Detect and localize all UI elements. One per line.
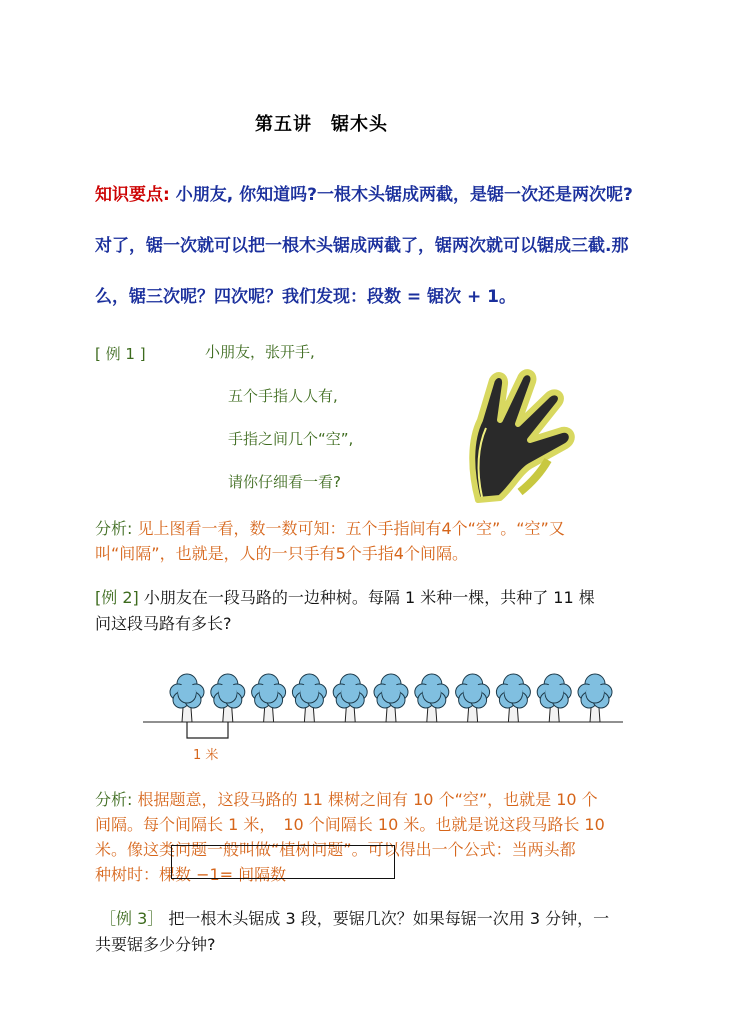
example1-analysis-label: 分析:	[95, 519, 133, 538]
example3-line-2: 共要锯多少分钟?	[95, 935, 216, 954]
example1-poem-line-2: 五个手指人人有,	[228, 387, 338, 405]
tree-icon	[578, 674, 612, 722]
tree-icon	[374, 674, 408, 722]
tree-icon	[252, 674, 286, 722]
tree-icon	[170, 674, 204, 722]
example2-text-1: 小朋友在一段马路的一边种树。每隔 1 米种一棵，共种了 11 棵	[143, 588, 595, 607]
tree-icon	[496, 674, 530, 722]
example2-analysis-line-2: 间隔。每个间隔长 1 米， 10 个间隔长 10 米。也就是说这段马路长 10	[95, 815, 605, 834]
example3-line-1	[100, 906, 609, 929]
example2-label: [例 2]	[95, 588, 139, 607]
example1-poem-line-3: 手指之间几个“空”,	[228, 430, 354, 448]
example1-analysis-text-1: 见上图看一看，数一数可知：五个手指间有4个“空”。“空”又	[137, 519, 565, 538]
tree-icon	[415, 674, 449, 722]
example2-analysis-line-3: 米。像这类问题一般叫做“植树问题”。可以得出一个公式：当两头都	[95, 840, 576, 859]
page-title: 第五讲 锯木头	[255, 114, 388, 135]
tree-icon	[333, 674, 367, 722]
example1-label: [ 例 1 ]	[95, 345, 146, 363]
tree-icon	[537, 674, 571, 722]
measure-label: 1 米	[193, 748, 219, 763]
example1-analysis-line-2: 叫“间隔”，也就是，人的一只手有5个手指4个间隔。	[95, 544, 468, 563]
tree-row	[170, 674, 612, 722]
formula-box	[171, 845, 395, 879]
example1-poem-line-1: 小朋友，张开手,	[205, 343, 315, 361]
example2-analysis-text-1: 根据题意，这段马路的 11 棵树之间有 10 个“空”，也就是 10 个	[137, 790, 598, 809]
tree-icon	[456, 674, 490, 722]
tree-icon	[292, 674, 326, 722]
tree-icon	[211, 674, 245, 722]
example2-analysis-label: 分析:	[95, 790, 133, 809]
example1-poem-line-4: 请你仔细看一看?	[228, 473, 341, 491]
example2-line-2: 问这段马路有多长?	[95, 614, 232, 633]
example3-label: ［例 3］	[100, 909, 164, 928]
example3-text-1: 把一根木头锯成 3 段，要锯几次？如果每锯一次用 3 分钟，一	[168, 909, 610, 928]
knowledge-line-2: 对了，锯一次就可以把一根木头锯成两截了，锯两次就可以锯成三截.那	[95, 236, 629, 256]
knowledge-label: 知识要点:	[95, 185, 170, 205]
example2-analysis-line-1	[95, 787, 598, 810]
measure-bracket	[187, 722, 228, 738]
knowledge-line-3: 么，锯三次呢？四次呢？我们发现：段数 = 锯次 + 1。	[95, 287, 516, 307]
knowledge-text-1: 小朋友, 你知道吗?一根木头锯成两截，是锯一次还是两次呢?	[175, 185, 633, 205]
example2-analysis-line-4: 种树时：棵数 −1= 间隔数	[95, 865, 287, 884]
